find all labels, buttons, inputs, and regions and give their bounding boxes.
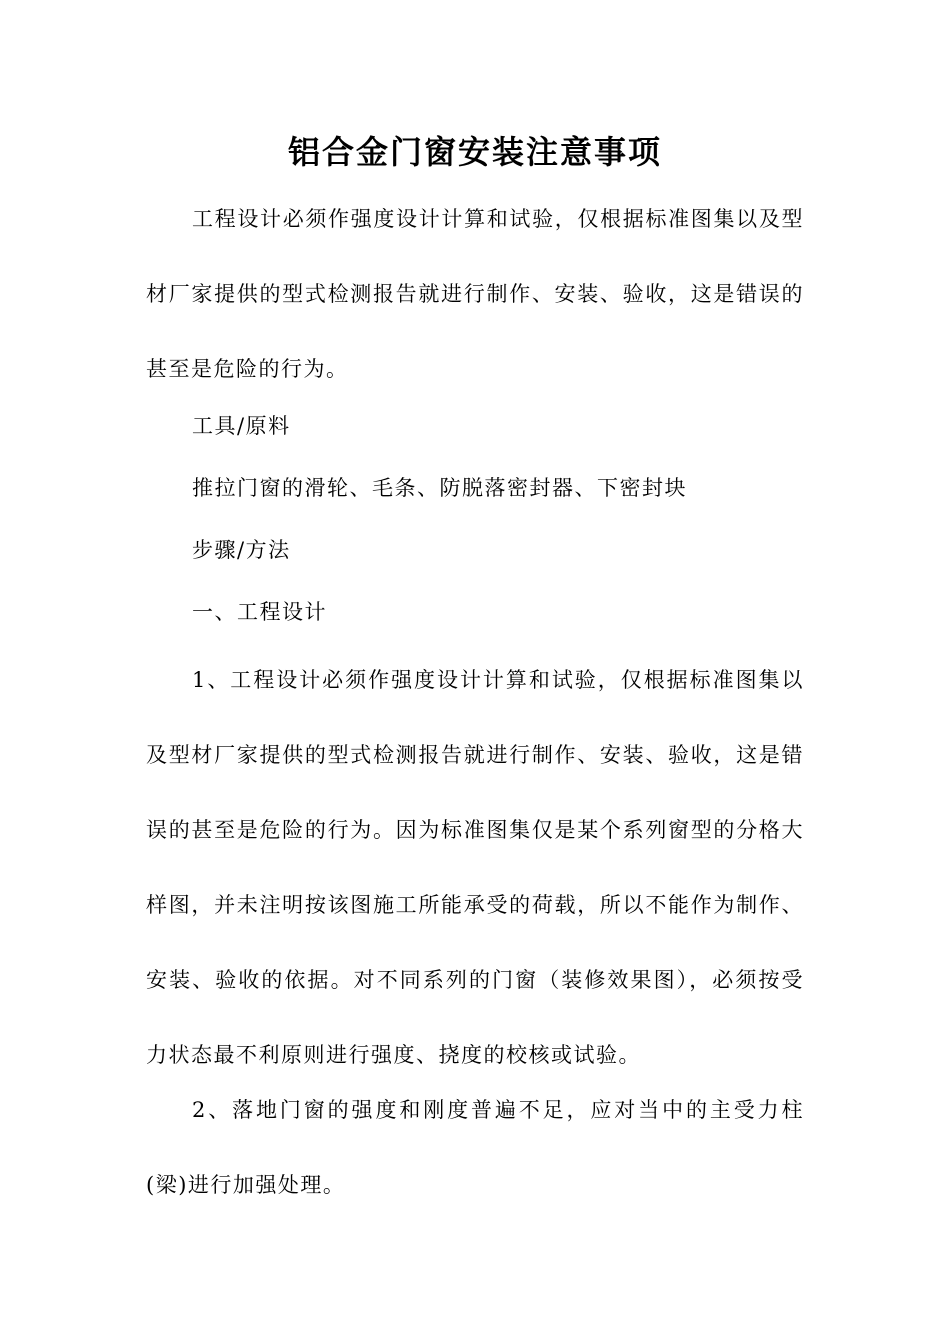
section-label-steps: 步骤/方法	[192, 538, 291, 562]
heading-engineering-design: 一、工程设计	[192, 600, 327, 624]
section-label-tools: 工具/原料	[192, 414, 291, 438]
paragraph-materials: 推拉门窗的滑轮、毛条、防脱落密封器、下密封块	[192, 476, 687, 500]
paragraph-item-2: 2、落地门窗的强度和刚度普遍不足，应对当中的主受力柱(梁)进行加强处理。	[146, 1098, 804, 1197]
paragraph-intro: 工程设计必须作强度设计计算和试验，仅根据标准图集以及型材厂家提供的型式检测报告就进行制作、安装、验收，这是错误的甚至是危险的行为。	[146, 207, 804, 381]
document-title: 铝合金门窗安装注意事项	[287, 133, 662, 171]
paragraph-item-1: 1、工程设计必须作强度设计计算和试验，仅根据标准图集以及型材厂家提供的型式检测报告就进行制作、安装、验收，这是错误的甚至是危险的行为。因为标准图集仅是某个系列窗型的分格大样图，并未注明按该图施工所能承受的荷载，所以不能作为制作、安装、验收的依据。对不同系列的门窗（装修效果图），必须按受力状态最不利原则进行强度、挠度的校核或试验。	[146, 668, 804, 1067]
